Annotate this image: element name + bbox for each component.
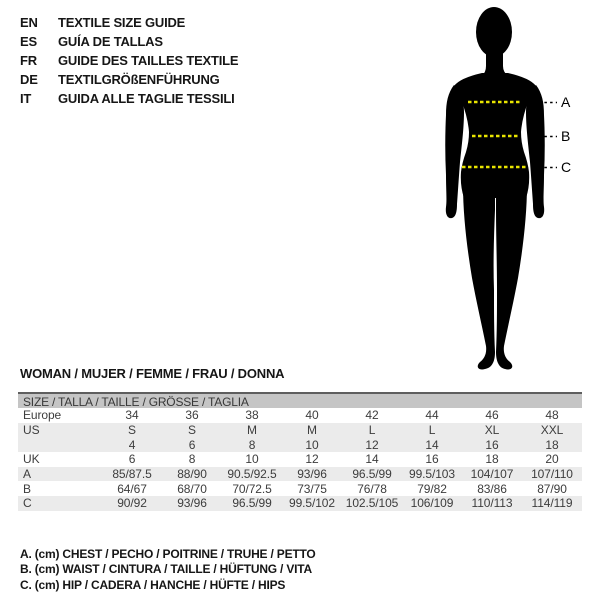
size-cell: 14 <box>425 437 439 452</box>
size-cell: 6 <box>128 452 136 467</box>
size-cell: 106/109 <box>410 496 454 511</box>
size-cell: 85/87.5 <box>112 467 152 482</box>
size-table <box>18 392 582 511</box>
size-cell: 76/78 <box>357 481 387 496</box>
language-label: GUIDA ALLE TAGLIE TESSILI <box>58 91 235 106</box>
row-label: A <box>23 467 31 482</box>
size-cell: 40 <box>305 408 319 423</box>
size-cell: 87/90 <box>537 481 567 496</box>
size-cell: 8 <box>248 437 256 452</box>
language-code: ES <box>20 34 37 49</box>
table-row-us <box>18 423 582 438</box>
language-label: GUIDE DES TAILLES TEXTILE <box>58 53 239 68</box>
size-cell: 93/96 <box>177 496 207 511</box>
size-cell: 114/119 <box>531 496 573 511</box>
table-row-chest <box>18 467 582 482</box>
size-cell: 83/86 <box>477 481 507 496</box>
measurement-legend <box>20 547 316 593</box>
language-label: GUÍA DE TALLAS <box>58 34 163 49</box>
size-cell: 64/67 <box>117 481 147 496</box>
language-code: IT <box>20 91 32 106</box>
size-cell: M <box>247 423 257 438</box>
legend-line-waist: B. (cm) WAIST / CINTURA / TAILLE / HÜFTUNG / VITA <box>20 562 312 577</box>
legend-line-hip: C. (cm) HIP / CADERA / HANCHE / HÜFTE / HIPS <box>20 577 286 592</box>
size-cell: 34 <box>125 408 139 423</box>
size-cell: 88/90 <box>177 467 207 482</box>
size-cell: 12 <box>305 452 319 467</box>
size-cell: L <box>428 423 436 438</box>
table-row-hip <box>18 496 582 511</box>
language-label: TEXTILE SIZE GUIDE <box>58 15 186 30</box>
legend-line-chest: A. (cm) CHEST / PECHO / POITRINE / TRUHE / PETTO <box>20 547 316 561</box>
size-cell: 90/92 <box>117 496 147 511</box>
size-cell: 8 <box>188 452 196 467</box>
size-cell: M <box>307 423 317 438</box>
size-cell: 90.5/92.5 <box>227 467 277 482</box>
size-cell: 110/113 <box>471 496 513 511</box>
row-label: C <box>23 496 32 511</box>
size-cell: 20 <box>545 452 559 467</box>
woman-silhouette-figure <box>400 0 600 380</box>
size-cell: 44 <box>425 408 439 423</box>
size-cell: 10 <box>305 437 319 452</box>
size-cell: 36 <box>185 408 199 423</box>
language-row <box>20 51 238 70</box>
size-cell: 18 <box>545 437 559 452</box>
size-cell: 12 <box>365 437 379 452</box>
language-row <box>20 89 238 108</box>
size-cell: 73/75 <box>297 481 327 496</box>
row-label: B <box>23 481 31 496</box>
size-cell: 48 <box>545 408 559 423</box>
language-code: DE <box>20 72 38 87</box>
size-cell: 104/107 <box>470 467 514 482</box>
language-label: TEXTILGRÖßENFÜHRUNG <box>58 72 220 87</box>
row-label: US <box>23 423 40 438</box>
size-cell: XXL <box>540 423 564 438</box>
language-code: FR <box>20 53 37 68</box>
measure-label-c: C <box>561 159 572 175</box>
language-row <box>20 70 238 89</box>
language-header <box>20 13 238 108</box>
size-cell: 79/82 <box>417 481 447 496</box>
language-row <box>20 13 238 32</box>
size-cell: 18 <box>485 452 499 467</box>
row-label: Europe <box>23 408 62 423</box>
size-cell: 68/70 <box>177 481 207 496</box>
size-cell: 107/110 <box>531 467 573 482</box>
table-row-uk <box>18 452 582 467</box>
language-code: EN <box>20 15 38 30</box>
size-cell: 96.5/99 <box>352 467 392 482</box>
size-cell: 16 <box>425 452 439 467</box>
size-cell: 70/72.5 <box>232 481 272 496</box>
size-cell: 14 <box>365 452 379 467</box>
size-cell: 99.5/102 <box>289 496 335 511</box>
section-title: WOMAN / MUJER / FEMME / FRAU / DONNA <box>20 366 285 381</box>
size-cell: 6 <box>188 437 196 452</box>
size-cell: L <box>368 423 376 438</box>
size-cell: S <box>188 423 196 438</box>
size-cell: XL <box>484 423 500 438</box>
woman-silhouette <box>445 7 545 370</box>
language-row <box>20 32 238 51</box>
size-cell: 102.5/105 <box>345 496 399 511</box>
size-cell: 46 <box>485 408 499 423</box>
table-row-us-numeric <box>18 437 582 452</box>
row-label: UK <box>23 452 40 467</box>
table-header-bar: SIZE / TALLA / TAILLE / GRÖSSE / TAGLIA <box>18 392 582 408</box>
measure-label-b: B <box>561 128 571 144</box>
size-cell: 38 <box>245 408 259 423</box>
size-cell: 16 <box>485 437 499 452</box>
size-cell: 10 <box>245 452 259 467</box>
size-cell: 93/96 <box>297 467 327 482</box>
measure-label-a: A <box>561 94 571 110</box>
size-cell: 99.5/103 <box>409 467 455 482</box>
size-cell: 42 <box>365 408 379 423</box>
table-row-waist <box>18 481 582 496</box>
size-cell: 4 <box>128 437 136 452</box>
table-row-europe <box>18 408 582 423</box>
size-cell: S <box>128 423 136 438</box>
size-cell: 96.5/99 <box>232 496 272 511</box>
